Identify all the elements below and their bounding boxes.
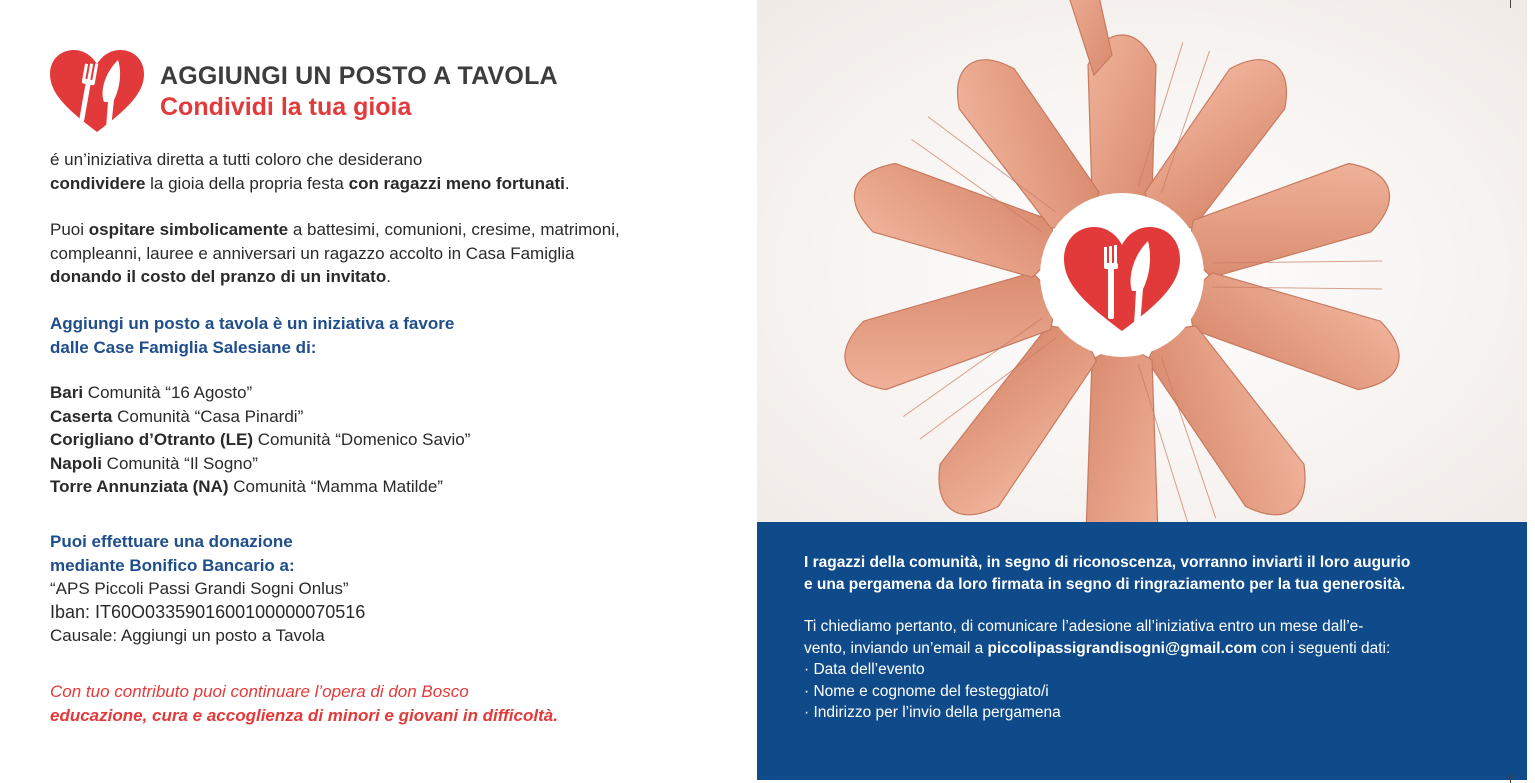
page-subtitle: Condividi la tua gioia (160, 93, 412, 121)
host-line-1: Puoi ospitare simbolicamente a battesimi, comunioni, cresime, matrimoni, (50, 220, 620, 239)
crop-mark (1510, 775, 1511, 783)
panel-paragraph-2 (804, 616, 1390, 724)
host-line-3: donando il costo del pranzo di un invitato. (50, 267, 391, 286)
required-data-list (804, 659, 1390, 724)
contact-email: piccolipassigrandisogni@gmail.com (987, 639, 1257, 657)
heart-fork-knife-logo-icon (48, 48, 146, 134)
donation-block (50, 530, 365, 648)
title-block (160, 60, 558, 122)
list-item: · Indirizzo per l’invio della pergamena (804, 702, 1390, 724)
list-item: · Nome e cognome del festeggiato/i (804, 681, 1390, 703)
closing-line-2: educazione, cura e accoglienza di minori e giovani in difficoltà. (50, 705, 558, 725)
crop-mark (1510, 0, 1511, 8)
iban-code: Iban: IT60O0335901600100000070516 (50, 601, 366, 622)
info-panel (757, 522, 1527, 780)
donation-line-1: Puoi effettuare una donazione (50, 532, 293, 551)
panel-p2-line-2: vento, inviando un’email a piccolipassigrandisogni@gmail.com con i seguenti dati: (804, 639, 1391, 657)
payment-causale: Causale: Aggiungi un posto a Tavola (50, 626, 325, 645)
initiative-line-2: dalle Case Famiglia Salesiane di: (50, 337, 317, 357)
donation-line-2: mediante Bonifico Bancario a: (50, 555, 295, 575)
page-title: AGGIUNGI UN POSTO A TAVOLA (160, 62, 558, 90)
initiative-line-1: Aggiungi un posto a tavola è un iniziativa a favore (50, 314, 455, 333)
panel-p2-line-1: Ti chiediamo pertanto, di comunicare l’adesione all’iniziativa entro un mese dall’e- (804, 618, 1364, 635)
host-paragraph (50, 218, 620, 289)
hands-circle-illustration (757, 0, 1527, 522)
host-line-2: compleanni, lauree e anniversari un ragazzo accolto in Casa Famiglia (50, 243, 575, 263)
initiative-heading (50, 312, 454, 359)
community-item: Corigliano d’Otranto (LE) Comunità “Domenico Savio” (50, 430, 471, 449)
closing-statement (50, 680, 558, 727)
hands-circle-photo (757, 0, 1527, 522)
closing-line-1: Con tuo contributo puoi continuare l’opera di don Bosco (50, 682, 469, 701)
community-item: Napoli Comunità “Il Sogno” (50, 453, 258, 473)
panel-p1-line-2: e una pergamena da loro firmata in segno di ringraziamento per la tua generosità. (804, 575, 1406, 593)
community-item: Torre Annunziata (NA) Comunità “Mamma Matilde” (50, 477, 443, 496)
left-page (0, 0, 757, 783)
list-item: · Data dell’evento (804, 659, 1390, 681)
intro-line-2: condividere la gioia della propria festa con ragazzi meno fortunati. (50, 173, 570, 193)
beneficiary-name: “APS Piccoli Passi Grandi Sogni Onlus” (50, 579, 349, 598)
intro-paragraph (50, 148, 570, 195)
community-item: Bari Comunità “16 Agosto” (50, 383, 253, 402)
community-item: Caserta Comunità “Casa Pinardi” (50, 406, 304, 426)
panel-p1-line-1: I ragazzi della comunità, in segno di riconoscenza, vorranno inviarti il loro augurio (804, 554, 1411, 571)
intro-line-1: é un’iniziativa diretta a tutti coloro che desiderano (50, 150, 423, 169)
right-page (757, 0, 1527, 783)
community-list (50, 381, 470, 499)
panel-paragraph-1 (804, 552, 1410, 595)
